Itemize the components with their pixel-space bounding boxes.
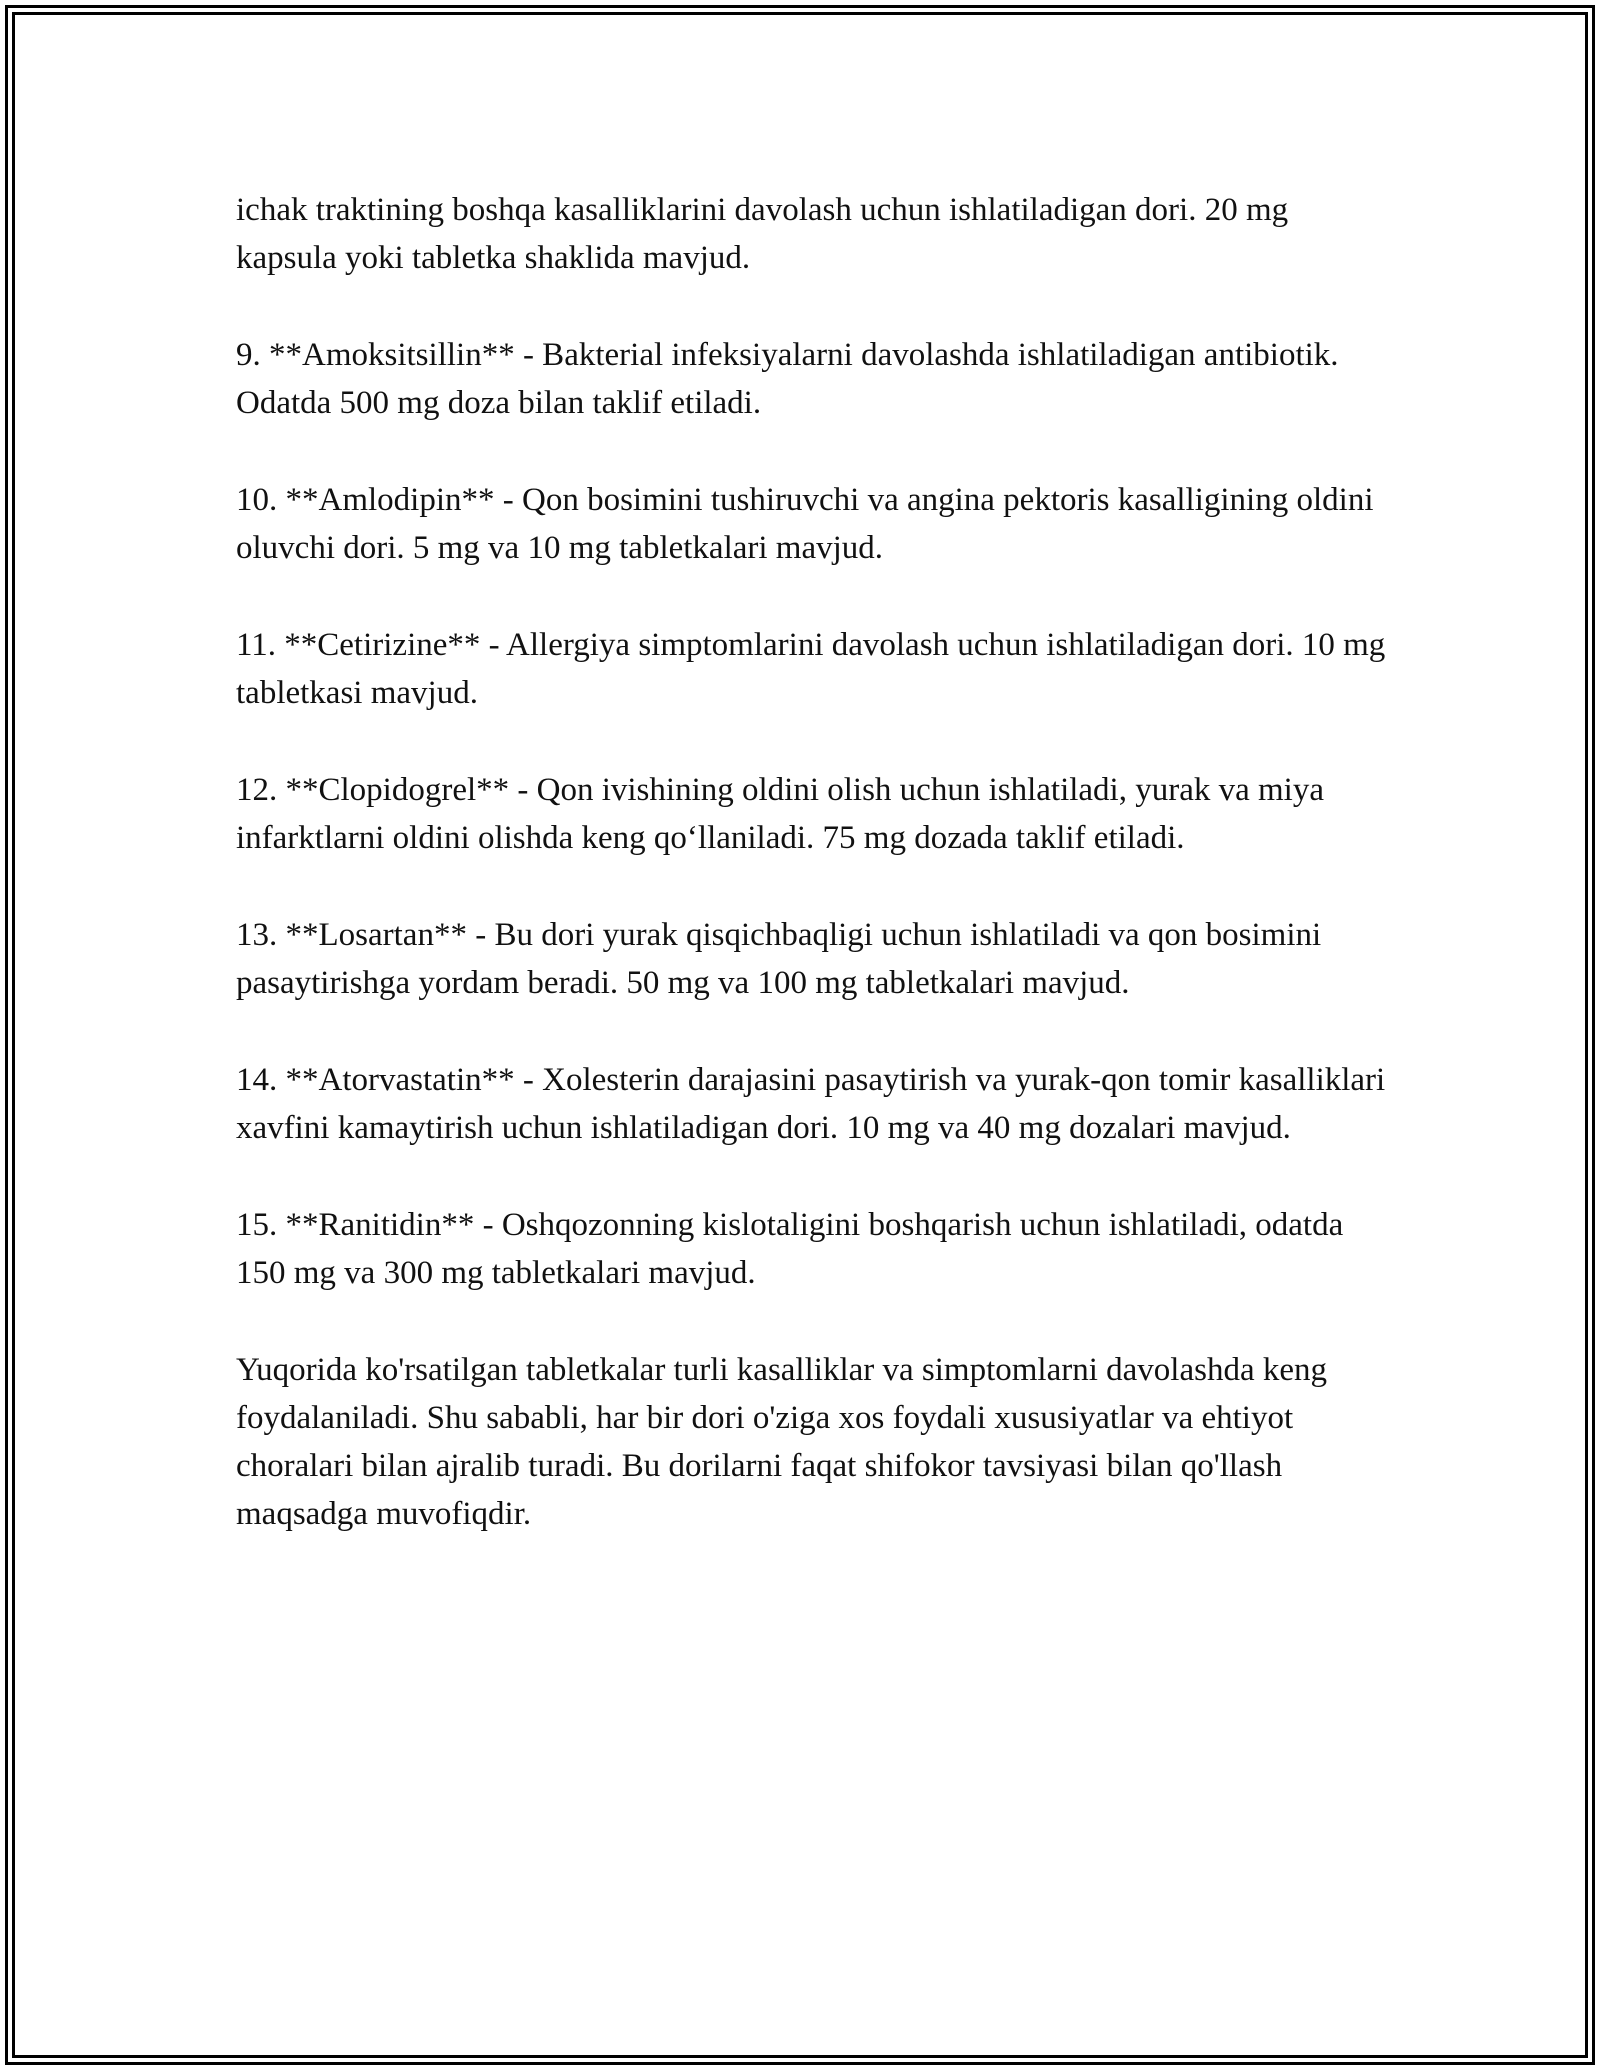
- list-item-ranitidin: 15. **Ranitidin** - Oshqozonning kislotaligini boshqarish uchun ishlatiladi, odatda 150 mg va 300 mg tabletkalari mavjud.: [236, 1207, 1344, 1291]
- list-item-cetirizine: 11. **Cetirizine** - Allergiya simptomlarini davolash uchun ishlatiladigan dori. 10 mg tabletkasi mavjud.: [236, 627, 1386, 711]
- document-body: [236, 186, 1386, 1587]
- list-item-amlodipin: 10. **Amlodipin** - Qon bosimini tushiruvchi va angina pektoris kasalligining oldini oluvchi dori. 5 mg va 10 mg tabletkalari mavjud.: [236, 482, 1374, 566]
- list-item-atorvastatin: 14. **Atorvastatin** - Xolesterin darajasini pasaytirish va yurak-qon tomir kasalliklari xavfini kamaytirish uchun ishlatiladigan dori. 10 mg va 40 mg dozalari mavjud.: [236, 1062, 1386, 1146]
- paragraph-conclusion: Yuqorida ko'rsatilgan tabletkalar turli kasalliklar va simptomlarni davolashda keng foydalaniladi. Shu sababli, har bir dori o'ziga xos foydali xususiyatlar va ehtiyot choralari bilan ajralib turadi. Bu dorilarni faqat shifokor tavsiyasi bilan qo'llash maqsadga muvofiqdir.: [236, 1352, 1327, 1532]
- list-item-losartan: 13. **Losartan** - Bu dori yurak qisqichbaqligi uchun ishlatiladi va qon bosimini pasaytirishga yordam beradi. 50 mg va 100 mg tabletkalari mavjud.: [236, 917, 1322, 1001]
- list-item-clopidogrel: 12. **Clopidogrel** - Qon ivishining oldini olish uchun ishlatiladi, yurak va miya infarktlarni oldini olishda keng qo‘llaniladi. 75 mg dozada taklif etiladi.: [236, 772, 1324, 856]
- paragraph-continuation: ichak traktining boshqa kasalliklarini davolash uchun ishlatiladigan dori. 20 mg kapsula yoki tabletka shaklida mavjud.: [236, 192, 1289, 276]
- list-item-amoksitsillin: 9. **Amoksitsillin** - Bakterial infeksiyalarni davolashda ishlatiladigan antibiotik. Odatda 500 mg doza bilan taklif etiladi.: [236, 337, 1339, 421]
